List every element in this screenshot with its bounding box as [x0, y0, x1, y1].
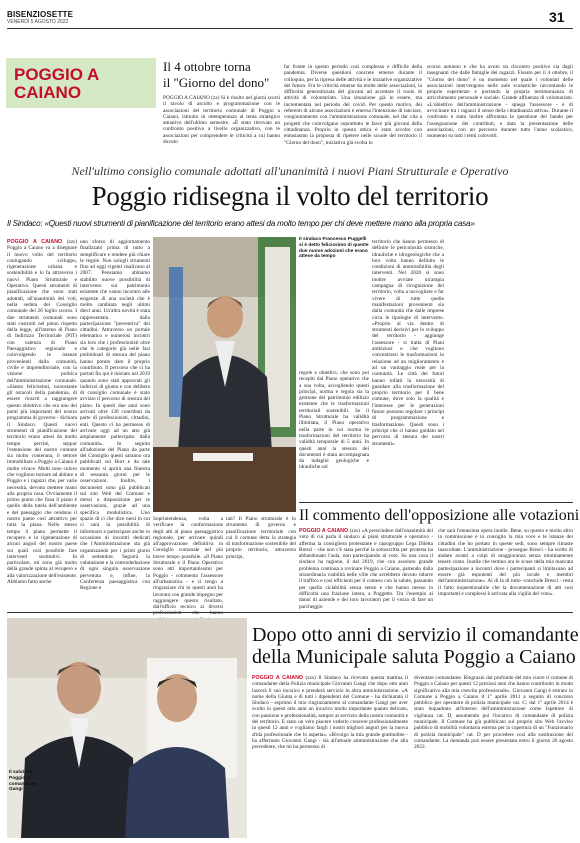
- opposition-col1: POGGIO A CAIANO (zzs) «A prescindere dall'unanimità del voto di cui parla il sindaco ai piani strutturale e operativo - afferma la consigliera protestante e capogruppo Lega Diletta Bresci - che non c'è stata perché la sottoscritta per protesta ha abbandonato l'aula, non partecipando al voto. Su una cosa il sindaco ha ragione, il dal 2019, che con assoluto grande problema continua a rovinare Poggio a Caiano, partendo dalla straordinaria viabilità nelle ville che avrebbero dovuto ridurre il traffico e così efficienti per il conteso con la salute, passando per quella ciclabilità senza senso e che hanno messo in difficoltà una frazione intera, a Poggetto. Tra l'esempio ai danni di aziende e dei loro lavoratori per il vezzo di fare un parcheggio: [299, 528, 433, 610]
- mayor-photo-caption: Il sindaco Francesco Puggelli si è detto felicissimo di queste due nuove adozioni che erano attese da tempo: [299, 237, 369, 260]
- opposition-headline: Il commento dell'opposizione alle votazioni: [299, 507, 580, 524]
- masthead-paper: BISENZIOSETTE: [7, 10, 74, 19]
- main-col6: territorio che hanno permesso di definire le pericolosità sismiche, idrauliche e idrogeologiche che a loro volta hanno definito le condizioni di ammissibilità degli interventi. Nel 2020 si sono inoltre avviate un'ampia campagna di ricognizione del territorio, volta a raccogliere e far vivere di tutte quelle manifestazioni provenienti sia dalla comunità che dalle imprese circa le tipologie di intervento. «Proprio al via dentro di strumenti decisivi per lo sviluppo del territorio - aggiunge l'assessore - si tratta di Piani ambiziosi e che vogliono concentrarsi le trasformazioni in relazione ad un miglioramento e ad un vantaggio reale per la comunità. Le città dei futuri hanno infatti la necessità di guardare alla trasformazione del proprio territorio per il bene comune, dove solo la qualità e l'interesse per le generazioni future possono regolare i principi di programmazione e trasformazione. Questi sono i principi che ci hanno guidato nel percorso di stesura dei nostri strumenti».: [372, 239, 444, 447]
- bottom-rule: [7, 612, 573, 613]
- commander-photo-caption: Il saluto di Poggio al comandante Gangi: [9, 770, 38, 793]
- main-lead: POGGIO A CAIANO: [7, 239, 63, 245]
- mayor-illustration: [153, 237, 296, 512]
- opposition-rule: [299, 502, 573, 503]
- bottom-col1: POGGIO A CAIANO (zzs) Il Sindaco ha ricevuto questa mattina il comandante della Polizia municipale Giovanni Gangi che dopo otto anni lascerà il suo incarico e prenderà servizio in altra amministrazione. «A nome della Giunta e di tutti i dipendenti del Comune - ha dichiarato il Sindaco - esprimo il mio ringraziamento al comandante Gangi per aver svolto in questi otto anni un incarico molto importante quanto delicato, con passione e professionalità, sempre al servizio della nostra comunità e del territorio. E stato un vero piacere vederlo crescere professionalmente in questi 12 anni e vogliamo fargli i nostri migliori auguri per la nuova sfida professionale che lo aspetta». «Rivolgo la mia grande gratitudine - ha affermato Giovanni Gangi - sia all'attuale amministrazione che alla precedente, che mi ha permesso di: [252, 675, 409, 751]
- opposition-lead: POGGIO A CAIANO: [299, 528, 349, 534]
- section-title-line1: POGGIO A: [14, 65, 100, 84]
- main-col5: regole e obiettivi, che sono poi recepiti dal Piano operativo che a sua volta, accogliendo questi principi, norma e regola sia la gestione del patrimonio edilizio esistente che le trasformazioni territoriali sostenibili. Se il Piano Strutturale ha validità illimitata, il Piano operativo nella parte in cui norma le trasformazioni del territorio ha validità temporale di 5 anni. In questi anni la stesura dei documenti è stata accompagnata da indagini geologiche e idrauliche sul: [299, 370, 369, 471]
- section-box: [6, 58, 156, 108]
- masthead-date: VENERDÌ 5 AGOSTO 2022: [7, 19, 69, 25]
- page-number: 31: [549, 9, 565, 25]
- top-story-col1: POGGIO A CAIANO (zz) Si è risolto nel giorni scorsi il tavolo di ascolto e programmazione con le associazioni del territorio comunale di Poggio a Caiano, istituito in ottemperanza al tema strategico attuativo dell'ultimo semestre. «È stato ritrovato un confronto positivo a livello organizzativo, con le associazioni per comprendere le criticità a cui hanno dovuto: [163, 95, 280, 146]
- bottom-headline-line2: della Municipale saluta Poggio a Caiano: [252, 646, 576, 668]
- main-col2: uno sforzo di aggiornamento finalizzato prima di tutto a semplificare e rendere più chiare le regole. Non sologli strumenti fino ad oggi vigenti risalivano al 2007. Pensiamo abbiamo stabilito nuove possibilità di intervento sul patrimonio esistente che vanno incontro alle esigenze di una società che è molto cambiata negli ultimi dieci anni. Un'altra novità è stata rappresentata dalla partecipazione "preventiva" dei cittadini. Attraverso un portale telematico e numerosi incontri sia loro che i professionisti oltre che le categorie già nelle fasi preliminari di stesura del piano hanno potuto dare il proprio contributo. Il percorso che ci ha portati fin qui è iniziato nel 2019 quando sono stati approvati gli indirizzi di giunta e con delibera di consiglio comunale è stato avviato il percorso di stesura del piano. In questi due anni sono arrivati oltre 130 contributi da parte di professionisti, cittadini, enti. Questo ci ha permesso di arrivare oggi ad un atto già ampiamente partecipato dalla comunità». In seguito all'adozione del Piano da parte del Consiglio questi saranno ora pubblicati sul Burt e da tale momento si aprirà una finestra di sessanta giorni per le osservazioni. Inoltre, i documenti sono già pubblicati sul sito Web del Comune e messi a disposizione per le osservazioni, grazie ad una specifica modulistica. Uno spazio di ci che dice mesi in cui ci sarà la possibilità di informarsi e partecipare anche in occasione di incontri dedicati che l'Amministrazione sta già organizzando per i primi giorni di settembre. Seguirà la valutazione e la controdeduzione di ogni singola osservazione pervenuta e, infine, la Conferenza paesaggistica con Regione e: [80, 239, 150, 592]
- top-story-col3: scorso autunno e che ha avuto un riscontro positivo sia dagli insegnanti che dalle famiglie dei ragazzi. Fissato per il 4 ottobre, il "Giorno del dono" è un momento nel quale i volontari delle associazioni intervengono nelle aule scolastiche raccontando le proprie esperienze e portando la propria testimonianza di arricchimento personale e sociale. Grande affluenza di volontariato. «L'obiettivo dell'amministrazione - spiega l'assessore - è di avvicinare tra i ragazzi il senso della cittadinanza attiva». Durante il confronto è stata inoltre affrontata la questione del bando per l'assegnazione dei contributi, e data la presentazione delle associazioni, con un percorso durante tutto l'anno scolastico, momento su tutti i temi coinvolti.: [427, 64, 573, 140]
- main-col4: tati? Il Piano strutturale è lo strumento di governo e pianificazione territoriale con cui il comune detta la strategia di trasformazione sostenibile del proprio territorio, attraverso principi,: [226, 516, 296, 560]
- top-story-headline-line1: Il 4 ottobre torna: [163, 59, 251, 74]
- top-story-col2: far fronte in questo periodo così complesso e difficile della pandemia. Diverse questioni concrete emerse durante il colloquio, per la ripresa delle attività e le iniziative organizzative del futuro. Fra le criticità emerse da molte delle associazioni, la difficoltà generalizzata del giovani ad accettare il ruolo di attività di volontariato. Una situazione già in essere, ma incrementata nel periodo del covid. Per questo motivo, dei referenti di alcune associazioni è emersa l'intenzione di lanciare, congiuntamente con l'amministrazione comunale, nel dar vita a progetti che coinvolgano soprattutto le fasce più giovani della cittadinanza. Proprio in questa ottica è stato accolto con entusiasmo la proposta di ripetere nelle scuole del territorio il "Giorno del dono", iniziativa già svolta lo: [284, 64, 422, 146]
- section-title-line2: CAIANO: [14, 83, 82, 102]
- bottom-headline-line1: Dopo otto anni di servizio il comandante: [252, 624, 579, 646]
- main-col3: Soprintendenza, volta a verificare la conformazione degli atti al piano paesaggistico regionale, per arrivare quindi all'approvazione definitiva in Consiglio comunale nel più breve tempo possibile. «Il Piano Strutturale e il Piano Operativo sono atti importantissimi per Poggio - commenta l'assessore all'urbanistica - e ci tengo a ringraziare chi in questi anni ha lavorato con grande impegno per raggiungere questo risultato, dall'ufficio tecnico ai diversi professionisti che hanno: [153, 516, 224, 617]
- top-story-headline-line2: il "Giorno del dono": [163, 75, 270, 90]
- main-headline: Poggio ridisegna il volto del territorio: [91, 181, 489, 211]
- bottom-col2: diventare comandante. Ringrazio dal profondo del mio cuore il comune di Poggio a Caiano per questi 12 preziosi anni che hanno contribuito in modo significativo alla mia crescita professionale». Giovanni Gangi è entrato in Comune a Poggio a Caiano il 1° aprile 2011 a seguito di concorso pubblico per operatore di polizia municipale cat. C; dal 1° aprile 2014 è stato inquadrato all'interno dell'amministrazione come Ispettore di vigilanza cat. D, assumendo poi l'incarico di comandante di polizia municipale. Il Comune ha già pubblicato sul proprio sito Web l'avviso pubblico di mobilità volontaria esterna per la copertura di un "Funzionario di polizia municipale" cat. D per procedere così alla sostituzione del comandante. La domanda può essere presentata entro il giorno 26 agosto 2022.: [414, 675, 573, 751]
- main-kicker: Nell'ultimo consiglio comunale adottati all'unanimità i nuovi Piani Strutturale e Operativo: [71, 164, 509, 178]
- masthead-rule: [7, 28, 573, 29]
- main-subhead: Il Sindaco: «Questi nuovi strumenti di pianificazione del territorio erano attesi da molto tempo per chi deve mettere mano alla propria casa»: [7, 219, 475, 228]
- main-col1: POGGIO A CAIANO (zzs) Poggio a Caiano va a disegnare il nuovo volto del territorio coniugando sviluppo, rigenerazione urbana e sostenibilità e lo fa attraverso i nuovi Piano Strutturale e Operativo. Questi strumenti di pianificazione che sono stati adottati, all'unanimità dei voti, nella seduta del Consiglio comunale del 26 luglio scorso. I due strumenti comunali sono stati costruiti nel pieno rispetto della legge, all'interno di Piano di Indirizzo Territoriale (PIT) con valenza di Piano Paesaggistico regionale e coinvolgendo le istanze provenienti dalla comunità, civile e imprenditoriale, con la visione politica dell'amministrazione comunale. «Siamo felicissimi, nonostante gli ostacoli della pandemia, di essere riusciti a raggiungere questo obiettivo che era uno dei punti più importanti del nostro programma di governo - dichiara il Sindaco. Questi nuovi strumenti di pianificazione del territorio erano attesi da molto tempo perché, seppur l'estensione del nostro comune sia molto contenuta, il settore immobiliare a Poggio a Caiano è molto vivace. Molti sono coloro che vogliono tornare ad abitare a Poggio e i ragazzi che, per varie necessità, devono mettere mano alla propria casa. Ovviamente il primo punto che fissa il piano è quello della tutela dell'ambiente e del paesaggio che rendono il nostro paese così attrattivo per tutta la piana. Nello stesso tempo il piano permette il recupero e la rigenerazione di alcuni angoli del nostro paese sui quali così possibile fare interventi sostitutivi. In particolare, mi sono già molto della grande spinta al recupero e alla valorizzazione dell'esistente. Abbiamo fatto anche: [7, 239, 78, 586]
- bottom-lead: POGGIO A CAIANO: [252, 675, 304, 681]
- mayor-photo: [153, 237, 296, 512]
- opposition-col2: che sarà l'ennesima opera inutile. Bene, su questo e molto altro in commissione e in consiglio la mia voce e le istanze dei cittadini che ho portato in queste sedi, sono sempre rimaste inascoltate. L'amministrazione - prosegue Bresci - ha scelto di andare avanti a colpi di maggioranza senza minimamente tenere conto. Inutile che tentino ora le scuse della mia mancata partecipazione a incontri dove i partecipanti si limitavano ad essere già esponenti del più locale e membri dell'amministrazione». Al di là di tutto -conclude Bresci - resta il fatto inquestionabile che la documentazione di atti così importanti e complessi è arrivata alla vigilia del voto».: [438, 528, 573, 597]
